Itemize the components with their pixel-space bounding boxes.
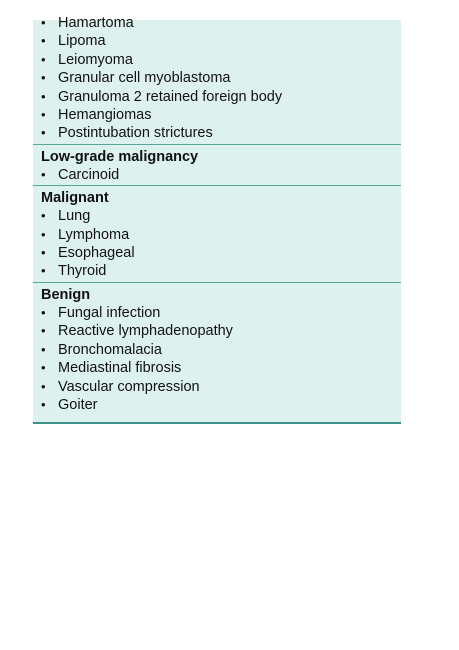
bullet-icon: • — [41, 245, 46, 261]
bullet-icon: • — [41, 70, 46, 86]
bullet-icon: • — [41, 378, 46, 394]
item-label: Bronchomalacia — [58, 341, 162, 358]
item-label: Vascular compression — [58, 378, 200, 395]
item-list — [41, 166, 401, 184]
list-item — [41, 341, 401, 359]
bullet-icon: • — [41, 88, 46, 104]
item-label: Esophageal — [58, 245, 135, 262]
item-label: Carcinoid — [58, 166, 120, 183]
section-heading: Benign — [41, 286, 91, 303]
item-label: Mediastinal fibrosis — [58, 360, 182, 377]
list-item — [41, 106, 401, 124]
section-malignant — [33, 185, 401, 282]
bullet-icon: • — [41, 341, 46, 357]
bullet-icon: • — [41, 33, 46, 49]
item-label: Lymphoma — [58, 226, 130, 243]
section-heading: Low-grade malignancy — [41, 148, 199, 165]
item-label: Goiter — [58, 396, 98, 413]
list-item — [41, 396, 401, 414]
bullet-icon: • — [41, 166, 46, 182]
item-label: Thyroid — [58, 263, 107, 280]
list-item — [41, 51, 401, 69]
bullet-icon: • — [41, 226, 46, 242]
item-label: Fungal infection — [58, 304, 161, 321]
bullet-icon: • — [41, 51, 46, 67]
item-list — [41, 304, 401, 414]
list-item — [41, 262, 401, 280]
item-label: Leiomyoma — [58, 51, 133, 68]
list-item — [41, 244, 401, 262]
section-benign — [33, 282, 401, 422]
section-heading: Malignant — [41, 190, 109, 207]
list-item — [41, 124, 401, 142]
item-list — [41, 14, 401, 143]
list-item — [41, 359, 401, 377]
bullet-icon: • — [41, 107, 46, 123]
list-item — [41, 166, 401, 184]
bullet-icon: • — [41, 396, 46, 412]
item-label: Hemangiomas — [58, 107, 152, 124]
differential-table — [33, 15, 401, 424]
list-item — [41, 322, 401, 340]
item-label: Lung — [58, 208, 91, 225]
item-label: Lipoma — [58, 33, 106, 50]
list-item — [41, 88, 401, 106]
bullet-icon: • — [41, 360, 46, 376]
list-item — [41, 226, 401, 244]
list-item — [41, 69, 401, 87]
item-label: Granular cell myoblastoma — [58, 70, 231, 87]
section-continued — [33, 14, 401, 144]
bullet-icon: • — [41, 263, 46, 279]
list-item — [41, 14, 401, 32]
bullet-icon: • — [41, 323, 46, 339]
item-label: Granuloma 2 retained foreign body — [58, 88, 283, 105]
item-list — [41, 207, 401, 281]
list-item — [41, 207, 401, 225]
list-item — [41, 378, 401, 396]
item-label: Reactive lymphadenopathy — [58, 323, 233, 340]
item-label: Postintubation strictures — [58, 125, 213, 142]
bullet-icon: • — [41, 15, 46, 30]
bullet-icon: • — [41, 304, 46, 320]
item-label: Hamartoma — [58, 15, 134, 31]
list-item — [41, 304, 401, 322]
bullet-icon: • — [41, 125, 46, 141]
bullet-icon: • — [41, 208, 46, 224]
section-low-grade-malignancy — [33, 144, 401, 185]
list-item — [41, 32, 401, 50]
